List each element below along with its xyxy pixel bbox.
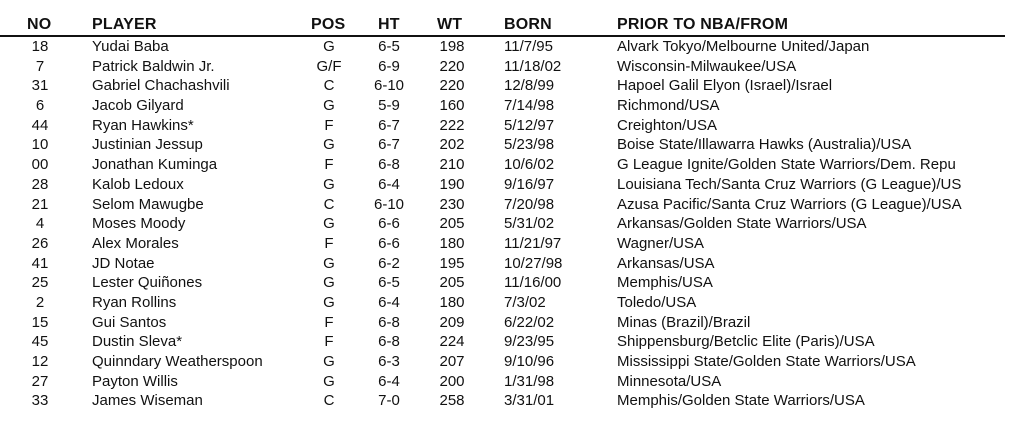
player-position: G — [323, 274, 335, 292]
player-weight: 190 — [439, 175, 465, 193]
table-row — [0, 352, 1005, 372]
table-row — [0, 155, 1005, 175]
player-weight: 222 — [439, 116, 465, 134]
player-weight: 210 — [439, 156, 465, 174]
player-height: 6-7 — [378, 116, 400, 134]
player-height: 7-0 — [378, 392, 400, 410]
header-player: PLAYER — [92, 16, 157, 33]
player-number: 45 — [31, 333, 49, 351]
player-prior: Mississippi State/Golden State Warriors/USA — [617, 353, 916, 370]
player-prior: Azusa Pacific/Santa Cruz Warriors (G League)/USA — [617, 195, 962, 213]
player-number: 18 — [31, 38, 49, 55]
player-birthdate: 10/27/98 — [504, 254, 563, 272]
player-number: 10 — [31, 136, 49, 154]
player-weight: 205 — [439, 215, 465, 233]
player-prior: Arkansas/USA — [617, 254, 715, 272]
player-prior: Memphis/Golden State Warriors/USA — [617, 392, 865, 410]
player-prior: Toledo/USA — [617, 293, 697, 311]
player-height: 6-4 — [378, 372, 400, 390]
player-prior: Shippensburg/Betclic Elite (Paris)/USA — [617, 333, 875, 351]
player-weight: 195 — [439, 254, 465, 272]
player-position: G — [323, 353, 335, 370]
player-height: 6-9 — [378, 57, 400, 75]
player-prior: Memphis/USA — [617, 274, 713, 292]
table-row — [0, 214, 1005, 234]
player-height: 6-8 — [378, 333, 400, 351]
player-weight: 220 — [439, 57, 465, 75]
player-number: 27 — [31, 372, 49, 390]
player-weight: 207 — [439, 353, 465, 370]
header-born: BORN — [504, 16, 552, 33]
player-prior: Richmond/USA — [617, 97, 720, 115]
player-name: James Wiseman — [92, 392, 203, 410]
player-prior: Minas (Brazil)/Brazil — [617, 313, 751, 331]
player-height: 6-8 — [378, 313, 400, 331]
player-number: 12 — [31, 353, 49, 370]
player-name: Moses Moody — [92, 215, 186, 233]
player-weight: 198 — [439, 38, 465, 55]
player-number: 41 — [31, 254, 49, 272]
player-birthdate: 3/31/01 — [504, 392, 555, 410]
player-birthdate: 7/3/02 — [504, 293, 546, 311]
player-weight: 220 — [439, 77, 465, 95]
player-position: F — [324, 313, 334, 331]
player-position: C — [323, 392, 335, 410]
player-name: Dustin Sleva* — [92, 333, 183, 351]
table-row — [0, 332, 1005, 352]
player-name: Lester Quiñones — [92, 274, 203, 292]
player-weight: 230 — [439, 195, 465, 213]
player-weight: 205 — [439, 274, 465, 292]
player-name: Ryan Hawkins* — [92, 116, 194, 134]
player-birthdate: 5/12/97 — [504, 116, 555, 134]
table-row — [0, 372, 1005, 392]
player-prior: Boise State/Illawarra Hawks (Australia)/USA — [617, 136, 912, 154]
player-birthdate: 9/23/95 — [504, 333, 555, 351]
player-weight: 224 — [439, 333, 465, 351]
player-number: 25 — [31, 274, 49, 292]
player-number: 28 — [31, 175, 49, 193]
table-body — [0, 37, 1005, 411]
player-name: Justinian Jessup — [92, 136, 203, 154]
player-position: G — [323, 215, 335, 233]
player-weight: 202 — [439, 136, 465, 154]
player-position: G — [323, 293, 335, 311]
player-number: 7 — [35, 57, 45, 75]
player-number: 44 — [31, 116, 49, 134]
player-prior: Minnesota/USA — [617, 372, 722, 390]
player-number: 33 — [31, 392, 49, 410]
player-birthdate: 1/31/98 — [504, 372, 555, 390]
player-prior: Arkansas/Golden State Warriors/USA — [617, 215, 867, 233]
player-position: F — [324, 156, 334, 174]
player-birthdate: 9/16/97 — [504, 175, 555, 193]
player-number: 2 — [35, 293, 45, 311]
table-row — [0, 254, 1005, 274]
player-name: Kalob Ledoux — [92, 175, 184, 193]
table-row — [0, 195, 1005, 215]
player-height: 6-7 — [378, 136, 400, 154]
player-prior: G League Ignite/Golden State Warriors/Dem. Repu — [617, 156, 956, 174]
player-name: Quinndary Weatherspoon — [92, 353, 263, 370]
player-height: 5-9 — [378, 97, 400, 115]
player-position: C — [323, 195, 335, 213]
player-height: 6-5 — [378, 274, 400, 292]
player-birthdate: 9/10/96 — [504, 353, 555, 370]
table-row — [0, 57, 1005, 77]
player-name: JD Notae — [92, 254, 155, 272]
player-position: G — [323, 372, 335, 390]
player-position: G — [323, 97, 335, 115]
player-position: G — [323, 136, 335, 154]
player-name: Jacob Gilyard — [92, 97, 184, 115]
player-position: G — [323, 254, 335, 272]
table-row — [0, 96, 1005, 116]
player-prior: Louisiana Tech/Santa Cruz Warriors (G League)/US — [617, 175, 962, 193]
player-name: Jonathan Kuminga — [92, 156, 218, 174]
player-height: 6-5 — [378, 38, 400, 55]
table-row — [0, 391, 1005, 411]
table-row — [0, 135, 1005, 155]
player-weight: 160 — [439, 97, 465, 115]
player-position: G/F — [316, 57, 342, 75]
player-name: Ryan Rollins — [92, 293, 177, 311]
player-prior: Wisconsin-Milwaukee/USA — [617, 57, 797, 75]
player-birthdate: 11/16/00 — [504, 274, 562, 292]
player-number: 4 — [35, 215, 45, 233]
player-number: 15 — [31, 313, 49, 331]
table-row — [0, 313, 1005, 333]
player-name: Patrick Baldwin Jr. — [92, 57, 215, 75]
roster-table — [0, 14, 1024, 414]
header-wt: WT — [437, 16, 463, 33]
player-position: G — [323, 175, 335, 193]
header-prior: PRIOR TO NBA/FROM — [617, 16, 789, 33]
player-height: 6-3 — [378, 353, 400, 370]
player-position: F — [324, 234, 334, 252]
table-row — [0, 37, 1005, 57]
table-header — [0, 14, 1005, 37]
player-birthdate: 5/23/98 — [504, 136, 555, 154]
player-name: Gabriel Chachashvili — [92, 77, 230, 95]
player-height: 6-10 — [373, 77, 405, 95]
player-height: 6-4 — [378, 175, 400, 193]
header-ht: HT — [378, 16, 400, 33]
player-number: 21 — [31, 195, 49, 213]
player-name: Alex Morales — [92, 234, 179, 252]
player-birthdate: 7/20/98 — [504, 195, 555, 213]
player-birthdate: 10/6/02 — [504, 156, 555, 174]
player-name: Selom Mawugbe — [92, 195, 204, 213]
table-row — [0, 234, 1005, 254]
player-birthdate: 11/7/95 — [504, 38, 553, 55]
table-row — [0, 116, 1005, 136]
player-height: 6-10 — [373, 195, 405, 213]
player-position: F — [324, 333, 334, 351]
player-prior: Alvark Tokyo/Melbourne United/Japan — [617, 38, 870, 55]
player-name: Payton Willis — [92, 372, 178, 390]
player-number: 31 — [31, 77, 49, 95]
player-position: C — [323, 77, 335, 95]
header-no: NO — [27, 16, 52, 33]
player-number: 26 — [31, 234, 49, 252]
player-number: 00 — [31, 156, 49, 174]
player-height: 6-4 — [378, 293, 400, 311]
player-weight: 209 — [439, 313, 465, 331]
player-birthdate: 6/22/02 — [504, 313, 555, 331]
player-weight: 180 — [439, 234, 465, 252]
player-name: Gui Santos — [92, 313, 167, 331]
player-birthdate: 5/31/02 — [504, 215, 555, 233]
player-weight: 200 — [439, 372, 465, 390]
player-birthdate: 11/18/02 — [504, 57, 562, 75]
table-row — [0, 273, 1005, 293]
player-prior: Wagner/USA — [617, 234, 704, 252]
player-number: 6 — [35, 97, 45, 115]
player-prior: Hapoel Galil Elyon (Israel)/Israel — [617, 77, 833, 95]
table-row — [0, 293, 1005, 313]
player-position: F — [324, 116, 334, 134]
table-row — [0, 76, 1005, 96]
header-pos: POS — [311, 16, 346, 33]
player-birthdate: 7/14/98 — [504, 97, 555, 115]
player-birthdate: 11/21/97 — [504, 234, 562, 252]
player-birthdate: 12/8/99 — [504, 77, 555, 95]
player-height: 6-8 — [378, 156, 400, 174]
player-height: 6-6 — [378, 234, 400, 252]
player-name: Yudai Baba — [92, 38, 169, 55]
player-weight: 180 — [439, 293, 465, 311]
player-weight: 258 — [439, 392, 465, 410]
player-position: G — [323, 38, 335, 55]
table-row — [0, 175, 1005, 195]
player-height: 6-2 — [378, 254, 400, 272]
player-prior: Creighton/USA — [617, 116, 718, 134]
player-height: 6-6 — [378, 215, 400, 233]
